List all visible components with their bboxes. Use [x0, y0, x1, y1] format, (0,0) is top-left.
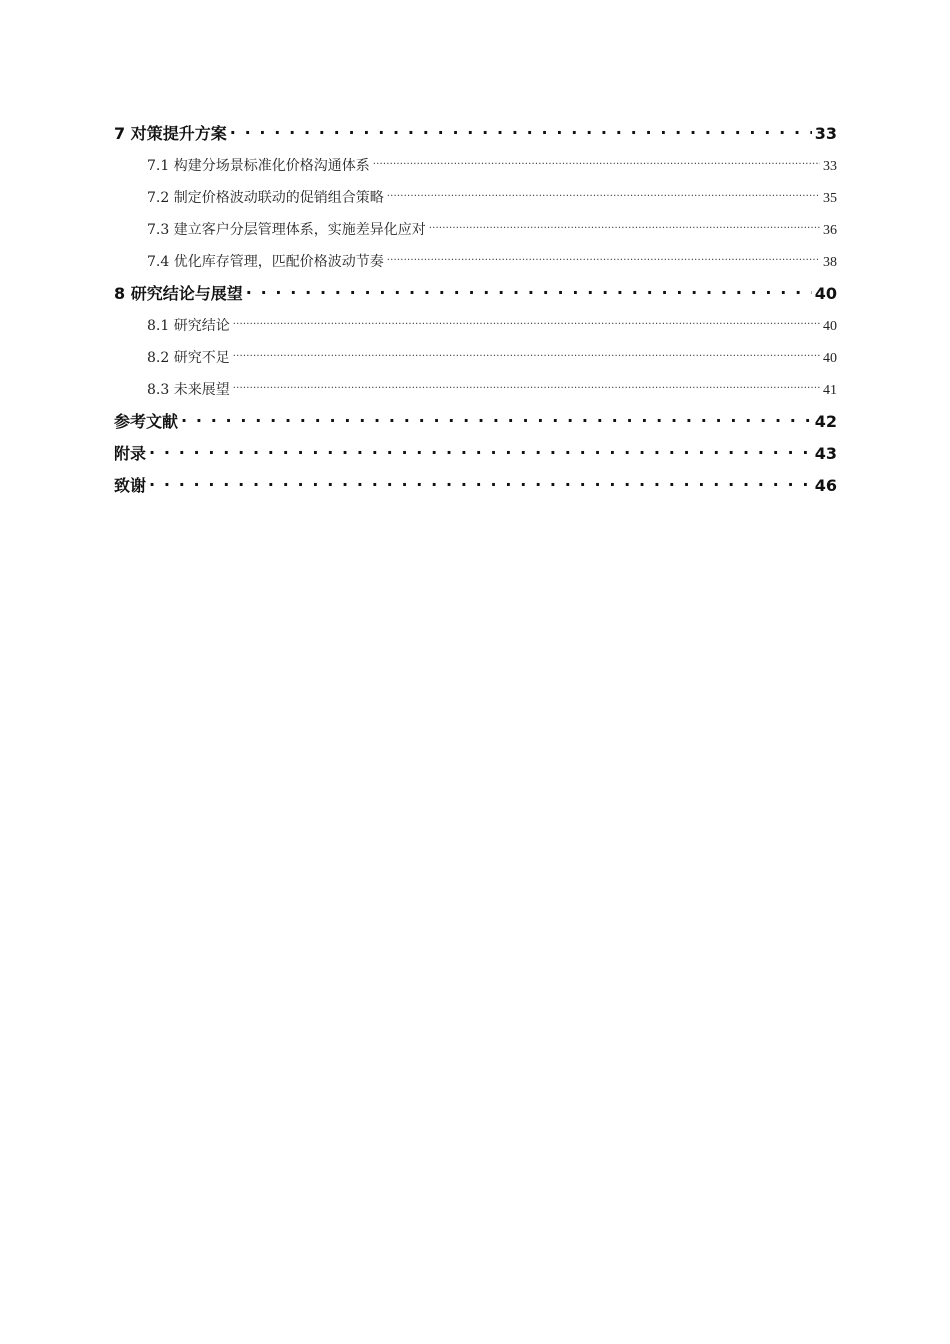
toc-dot-leader [246, 283, 812, 299]
toc-entry-page: 36 [823, 223, 837, 238]
toc-entry-page: 40 [814, 284, 837, 303]
toc-entry-page: 40 [823, 319, 837, 334]
toc-entry-title: 7.4 优化库存管理，匹配价格波动节奏 [147, 254, 384, 270]
toc-dot-leader [149, 443, 812, 459]
toc-dot-leader [233, 316, 820, 330]
toc-entry-acknowledgements[interactable] [114, 470, 837, 502]
toc-entry-page: 38 [823, 255, 837, 270]
toc-entry-chapter-7[interactable] [114, 118, 837, 150]
toc-entry-appendix[interactable] [114, 438, 837, 470]
toc-dot-leader [233, 380, 820, 394]
toc-dot-leader [149, 475, 812, 491]
toc-entry-section-8-1[interactable] [114, 310, 837, 342]
toc-dot-leader [181, 411, 812, 427]
toc-entry-title: 8.3 未来展望 [147, 382, 230, 398]
toc-dot-leader [233, 348, 820, 362]
toc-entry-title: 参考文献 [114, 412, 179, 431]
toc-entry-section-7-2[interactable] [114, 182, 837, 214]
toc-entry-section-7-1[interactable] [114, 150, 837, 182]
toc-dot-leader [387, 188, 820, 202]
toc-entry-title: 7.3 建立客户分层管理体系，实施差异化应对 [147, 222, 426, 238]
toc-entry-title: 8.1 研究结论 [147, 318, 230, 334]
toc-entry-page: 41 [823, 383, 837, 398]
toc-entry-references[interactable] [114, 406, 837, 438]
toc-entry-title: 致谢 [114, 476, 147, 495]
toc-entry-title: 8 研究结论与展望 [114, 284, 243, 303]
toc-entry-title: 8.2 研究不足 [147, 350, 230, 366]
table-of-contents [114, 118, 837, 502]
toc-dot-leader [387, 252, 820, 266]
toc-entry-title: 7 对策提升方案 [114, 124, 227, 143]
toc-dot-leader [230, 123, 812, 139]
toc-entry-title: 7.2 制定价格波动联动的促销组合策略 [147, 190, 384, 206]
toc-entry-section-7-3[interactable] [114, 214, 837, 246]
toc-entry-section-7-4[interactable] [114, 246, 837, 278]
toc-entry-title: 附录 [114, 444, 147, 463]
toc-entry-page: 40 [823, 351, 837, 366]
toc-dot-leader [373, 156, 820, 170]
toc-entry-section-8-3[interactable] [114, 374, 837, 406]
toc-entry-page: 46 [814, 476, 837, 495]
toc-entry-page: 35 [823, 191, 837, 206]
toc-entry-section-8-2[interactable] [114, 342, 837, 374]
toc-dot-leader [429, 220, 820, 234]
toc-entry-chapter-8[interactable] [114, 278, 837, 310]
toc-entry-page: 43 [814, 444, 837, 463]
toc-entry-page: 33 [814, 124, 837, 143]
toc-entry-title: 7.1 构建分场景标准化价格沟通体系 [147, 158, 370, 174]
toc-entry-page: 33 [823, 159, 837, 174]
toc-entry-page: 42 [814, 412, 837, 431]
